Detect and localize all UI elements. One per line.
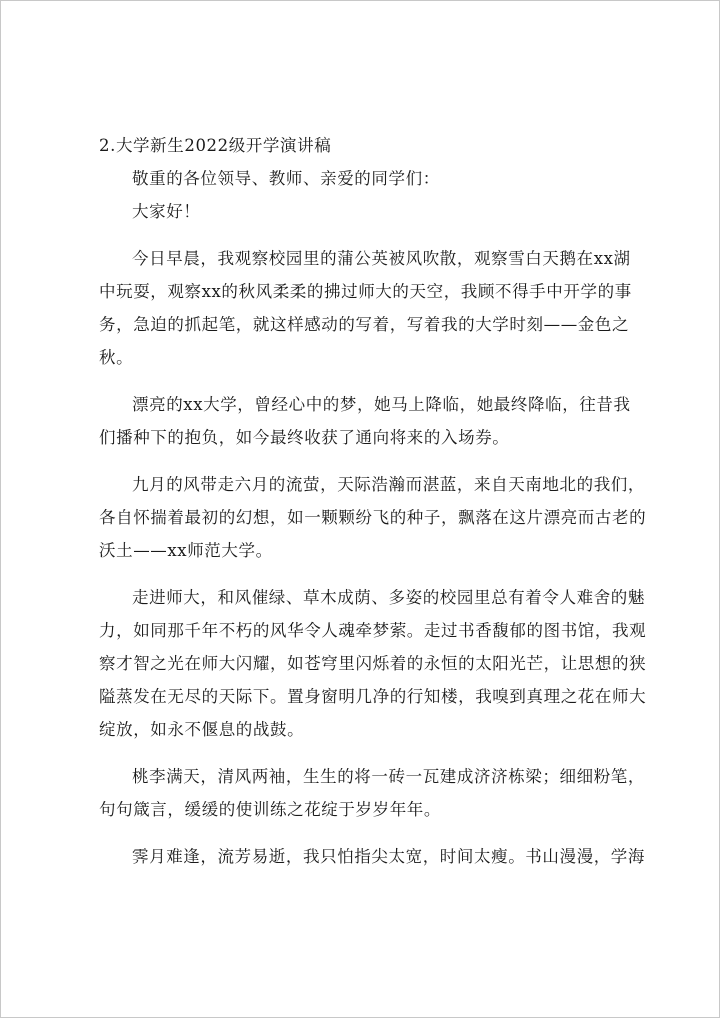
- paragraph-4: [99, 581, 647, 746]
- document-body: [99, 129, 647, 873]
- paragraph-6: [99, 840, 645, 873]
- paragraph-line: 们播种下的抱负，如今最终收获了通向将来的入场券。: [99, 428, 510, 447]
- paragraph-line: 察才智之光在师大闪耀，如苍穹里闪烁着的永恒的太阳光芒，让思想的狭: [99, 654, 647, 673]
- paragraph-line: 绽放，如永不偃息的战鼓。: [99, 720, 305, 739]
- paragraph-line: 走进师大，和风催绿、草木成荫、多姿的校园里总有着令人难舍的魅: [132, 588, 645, 607]
- paragraph-line: 中玩耍，观察xx的秋风柔柔的拂过师大的天空，我顾不得手中开学的事: [99, 282, 632, 301]
- paragraph-line: 秋。: [99, 348, 134, 367]
- paragraph-2: [99, 388, 631, 454]
- paragraph-line: 今日早晨，我观察校园里的蒲公英被风吹散，观察雪白天鹅在xx湖: [132, 249, 631, 268]
- paragraph-line: 各自怀揣着最初的幻想，如一颗颗纷飞的种子，飘落在这片漂亮而古老的: [99, 508, 647, 527]
- paragraph-5: [99, 760, 645, 826]
- paragraph-line: 隘蒸发在无尽的天际下。置身窗明几净的行知楼，我嗅到真理之花在师大: [99, 687, 647, 706]
- paragraph-line: 务，急迫的抓起笔，就这样感动的写着，写着我的大学时刻——金色之: [99, 315, 630, 334]
- paragraph-line: 力，如同那千年不朽的风华令人魂牵梦萦。走过书香馥郁的图书馆，我观: [99, 621, 647, 640]
- paragraph-1: [99, 242, 632, 374]
- paragraph-line: 桃李满天，清风两袖，生生的将一砖一瓦建成济济栋梁；细细粉笔，: [132, 767, 645, 786]
- salutation: 敬重的各位领导、教师、亲爱的同学们：: [132, 169, 440, 188]
- paragraph-line: 霁月难逢，流芳易逝，我只怕指尖太宽，时间太瘦。书山漫漫，学海: [132, 847, 645, 866]
- paragraph-line: 沃土——xx师范大学。: [99, 541, 273, 560]
- document-title: 2.大学新生2022级开学演讲稿: [99, 136, 332, 155]
- paragraph-line: 漂亮的xx大学，曾经心中的梦，她马上降临，她最终降临，往昔我: [132, 395, 631, 414]
- paragraph-line: 九月的风带走六月的流萤，天际浩瀚而湛蓝，来自天南地北的我们，: [132, 475, 645, 494]
- paragraph-3: [99, 468, 647, 567]
- paragraph-line: 句句箴言，缓缓的使训练之花绽于岁岁年年。: [99, 800, 441, 819]
- greeting: 大家好！: [132, 202, 201, 221]
